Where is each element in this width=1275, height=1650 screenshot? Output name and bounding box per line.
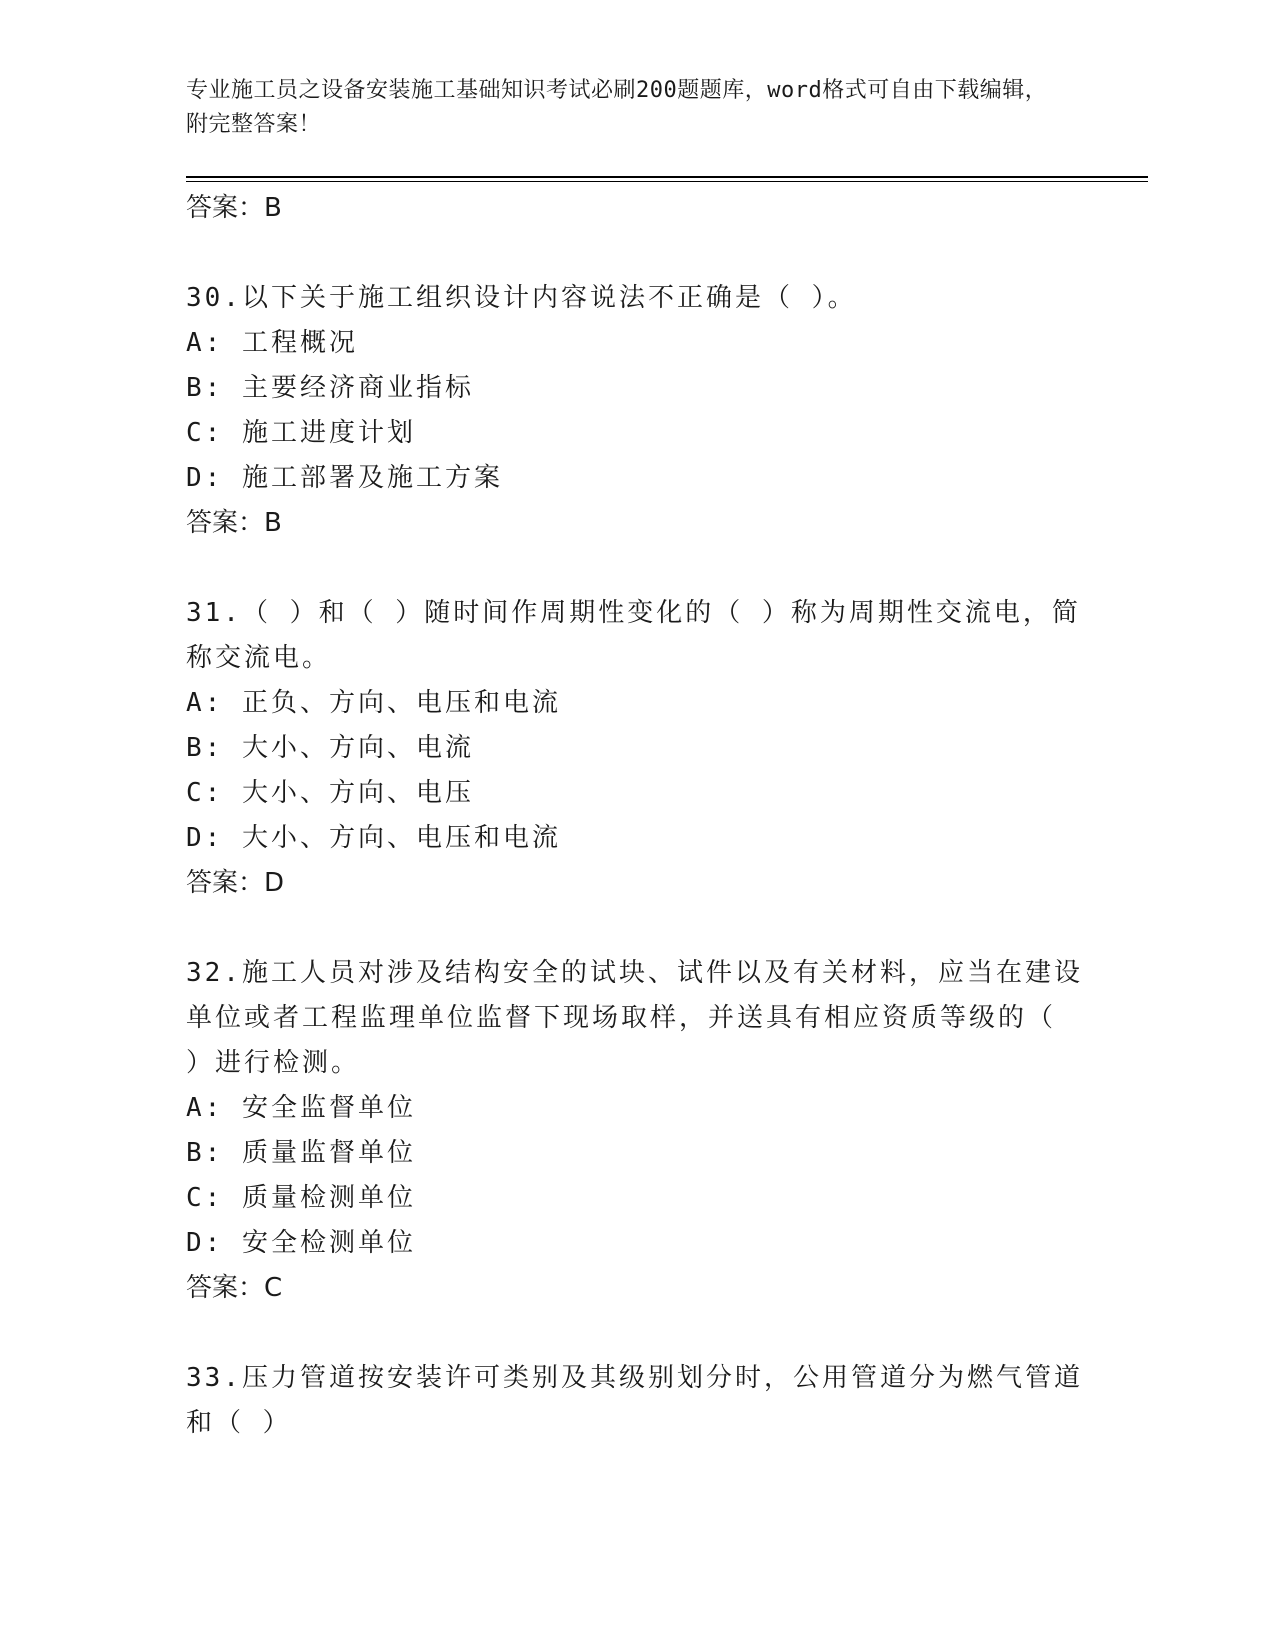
- option-c: C: 质量检测单位: [186, 1183, 416, 1213]
- answer-line: 答案：D: [186, 868, 285, 898]
- question-list: [186, 186, 1086, 1491]
- question-stem: 30.以下关于施工组织设计内容说法不正确是（ ）。: [186, 283, 857, 313]
- option-c: C: 大小、方向、电压: [186, 778, 474, 808]
- option-d: D: 大小、方向、电压和电流: [186, 823, 561, 853]
- question-stem: 31.（ ）和（ ）随时间作周期性变化的（ ）称为周期性交流电，简称交流电。: [186, 598, 1081, 673]
- header-rule-thin: [186, 181, 1148, 182]
- header-rule: [186, 176, 1148, 178]
- option-a: A: 工程概况: [186, 328, 358, 358]
- option-c: C: 施工进度计划: [186, 418, 416, 448]
- option-a: A: 安全监督单位: [186, 1093, 416, 1123]
- question-block: [186, 276, 1086, 546]
- option-b: B: 质量监督单位: [186, 1138, 416, 1168]
- question-stem: 32.施工人员对涉及结构安全的试块、试件以及有关材料，应当在建设单位或者工程监理单位监督下现场取样，并送具有相应资质等级的（ ）进行检测。: [186, 958, 1083, 1078]
- answer-line: 答案：B: [186, 193, 282, 223]
- option-a: A: 正负、方向、电压和电流: [186, 688, 561, 718]
- question-block: [186, 1356, 1086, 1446]
- option-b: B: 大小、方向、电流: [186, 733, 474, 763]
- document-header: 专业施工员之设备安装施工基础知识考试必刷200题题库，word格式可自由下载编辑，附完整答案！: [186, 78, 1048, 137]
- option-d: D: 安全检测单位: [186, 1228, 416, 1258]
- option-b: B: 主要经济商业指标: [186, 373, 474, 403]
- option-d: D: 施工部署及施工方案: [186, 463, 503, 493]
- question-stem: 33.压力管道按安装许可类别及其级别划分时，公用管道分为燃气管道和（ ）: [186, 1363, 1083, 1438]
- question-block: [186, 591, 1086, 906]
- answer-line: 答案：B: [186, 508, 282, 538]
- question-block: [186, 951, 1086, 1311]
- answer-line: 答案：C: [186, 1273, 283, 1303]
